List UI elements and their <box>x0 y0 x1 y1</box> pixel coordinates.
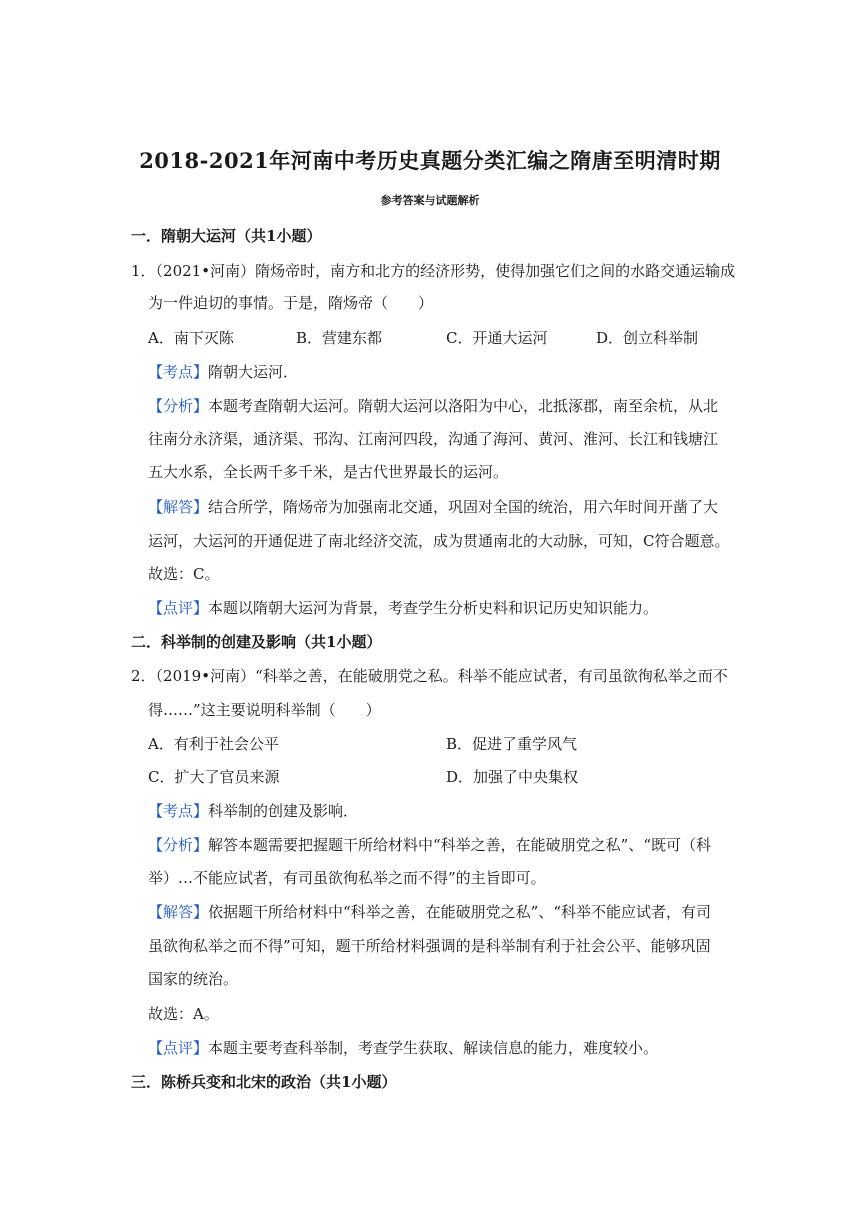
question-1-fenxi-line1 <box>148 395 718 416</box>
question-1-fenxi-line3: 五大水系，全长两千多千米，是古代世界最长的运河。 <box>148 463 509 481</box>
dianping-tag: 【点评】 <box>148 599 209 617</box>
question-2-jieda-line1 <box>148 901 711 922</box>
question-1-dianping <box>148 597 658 618</box>
jieda-text: 依据题干所给材料中“科举之善，在能破朋党之私”、“科举不能应试者，有司 <box>208 903 712 921</box>
question-1-option-a: A．南下灭陈 <box>148 329 234 347</box>
question-1-jieda-line2: 运河，大运河的开通促进了南北经济交流，成为贯通南北的大动脉，可知，C符合题意。 <box>148 532 730 550</box>
kaodian-text: 隋朝大运河． <box>208 363 299 381</box>
fenxi-tag: 【分析】 <box>148 397 209 415</box>
question-2-fenxi-line1 <box>148 834 711 855</box>
question-1-kaodian <box>148 361 298 382</box>
question-2-option-c: C．扩大了官员来源 <box>148 768 280 786</box>
question-1-jieda-line1 <box>148 496 718 517</box>
kaodian-tag: 【考点】 <box>148 363 209 381</box>
question-2-kaodian <box>148 800 358 821</box>
question-1-fenxi-line2: 往南分永济渠，通济渠、邗沟、江南河四段，沟通了海河、黄河、淮河、长江和钱塘江 <box>148 430 719 448</box>
question-2-fenxi-line2: 举）…不能应试者，有司虽欲徇私举之而不得”的主旨即可。 <box>148 869 546 887</box>
question-2-stem-line1: 2．（2019•河南）“科举之善，在能破朋党之私。科举不能应试者，有司虽欲徇私举之而不 <box>131 667 728 685</box>
section-heading-2: 二．科举制的创建及影响（共1小题） <box>131 633 382 651</box>
dianping-text: 本题以隋朝大运河为背景，考查学生分析史料和识记历史知识能力。 <box>208 599 659 617</box>
question-1-option-c: C．开通大运河 <box>446 329 548 347</box>
fenxi-text: 本题考查隋朝大运河。隋朝大运河以洛阳为中心，北抵涿郡，南至余杭，从北 <box>208 397 719 415</box>
question-2-dianping <box>148 1037 658 1058</box>
question-1-stem-line1: 1．（2021•河南）隋炀帝时，南方和北方的经济形势，使得加强它们之间的水路交通运输成 <box>131 262 736 280</box>
question-1-answer: 故选：C。 <box>148 565 220 583</box>
section-heading-3: 三．陈桥兵变和北宋的政治（共1小题） <box>131 1073 397 1091</box>
dianping-text: 本题主要考查科举制，考查学生获取、解读信息的能力，难度较小。 <box>208 1039 659 1057</box>
jieda-tag: 【解答】 <box>148 903 209 921</box>
page-title: 2018-2021年河南中考历史真题分类汇编之隋唐至明清时期 <box>139 148 721 173</box>
question-2-option-a: A．有利于社会公平 <box>148 735 279 753</box>
page-subtitle: 参考答案与试题解析 <box>380 194 480 207</box>
fenxi-text: 解答本题需要把握题干所给材料中“科举之善，在能破朋党之私”、“既可（科 <box>208 836 712 854</box>
question-2-jieda-line2: 虽欲徇私举之而不得”可知，题干所给材料强调的是科举制有利于社会公平、能够巩固 <box>148 937 711 955</box>
question-2-stem-line2: 得……”这主要说明科举制（ ） <box>148 701 381 719</box>
jieda-tag: 【解答】 <box>148 498 209 516</box>
question-1-stem-line2: 为一件迫切的事情。于是，隋炀帝（ ） <box>148 294 434 312</box>
dianping-tag: 【点评】 <box>148 1039 209 1057</box>
jieda-text: 结合所学，隋炀帝为加强南北交通，巩固对全国的统治，用六年时间开凿了大 <box>208 498 719 516</box>
kaodian-tag: 【考点】 <box>148 802 209 820</box>
fenxi-tag: 【分析】 <box>148 836 209 854</box>
section-heading-1: 一．隋朝大运河（共1小题） <box>131 227 322 245</box>
question-2-jieda-line3: 国家的统治。 <box>148 970 239 988</box>
question-2-option-b: B．促进了重学风气 <box>446 735 578 753</box>
kaodian-text: 科举制的创建及影响． <box>208 802 359 820</box>
question-1-option-b: B．营建东都 <box>296 329 383 347</box>
question-2-option-d: D．加强了中央集权 <box>446 768 579 786</box>
question-2-answer: 故选：A。 <box>148 1005 219 1023</box>
question-1-option-d: D．创立科举制 <box>596 329 699 347</box>
